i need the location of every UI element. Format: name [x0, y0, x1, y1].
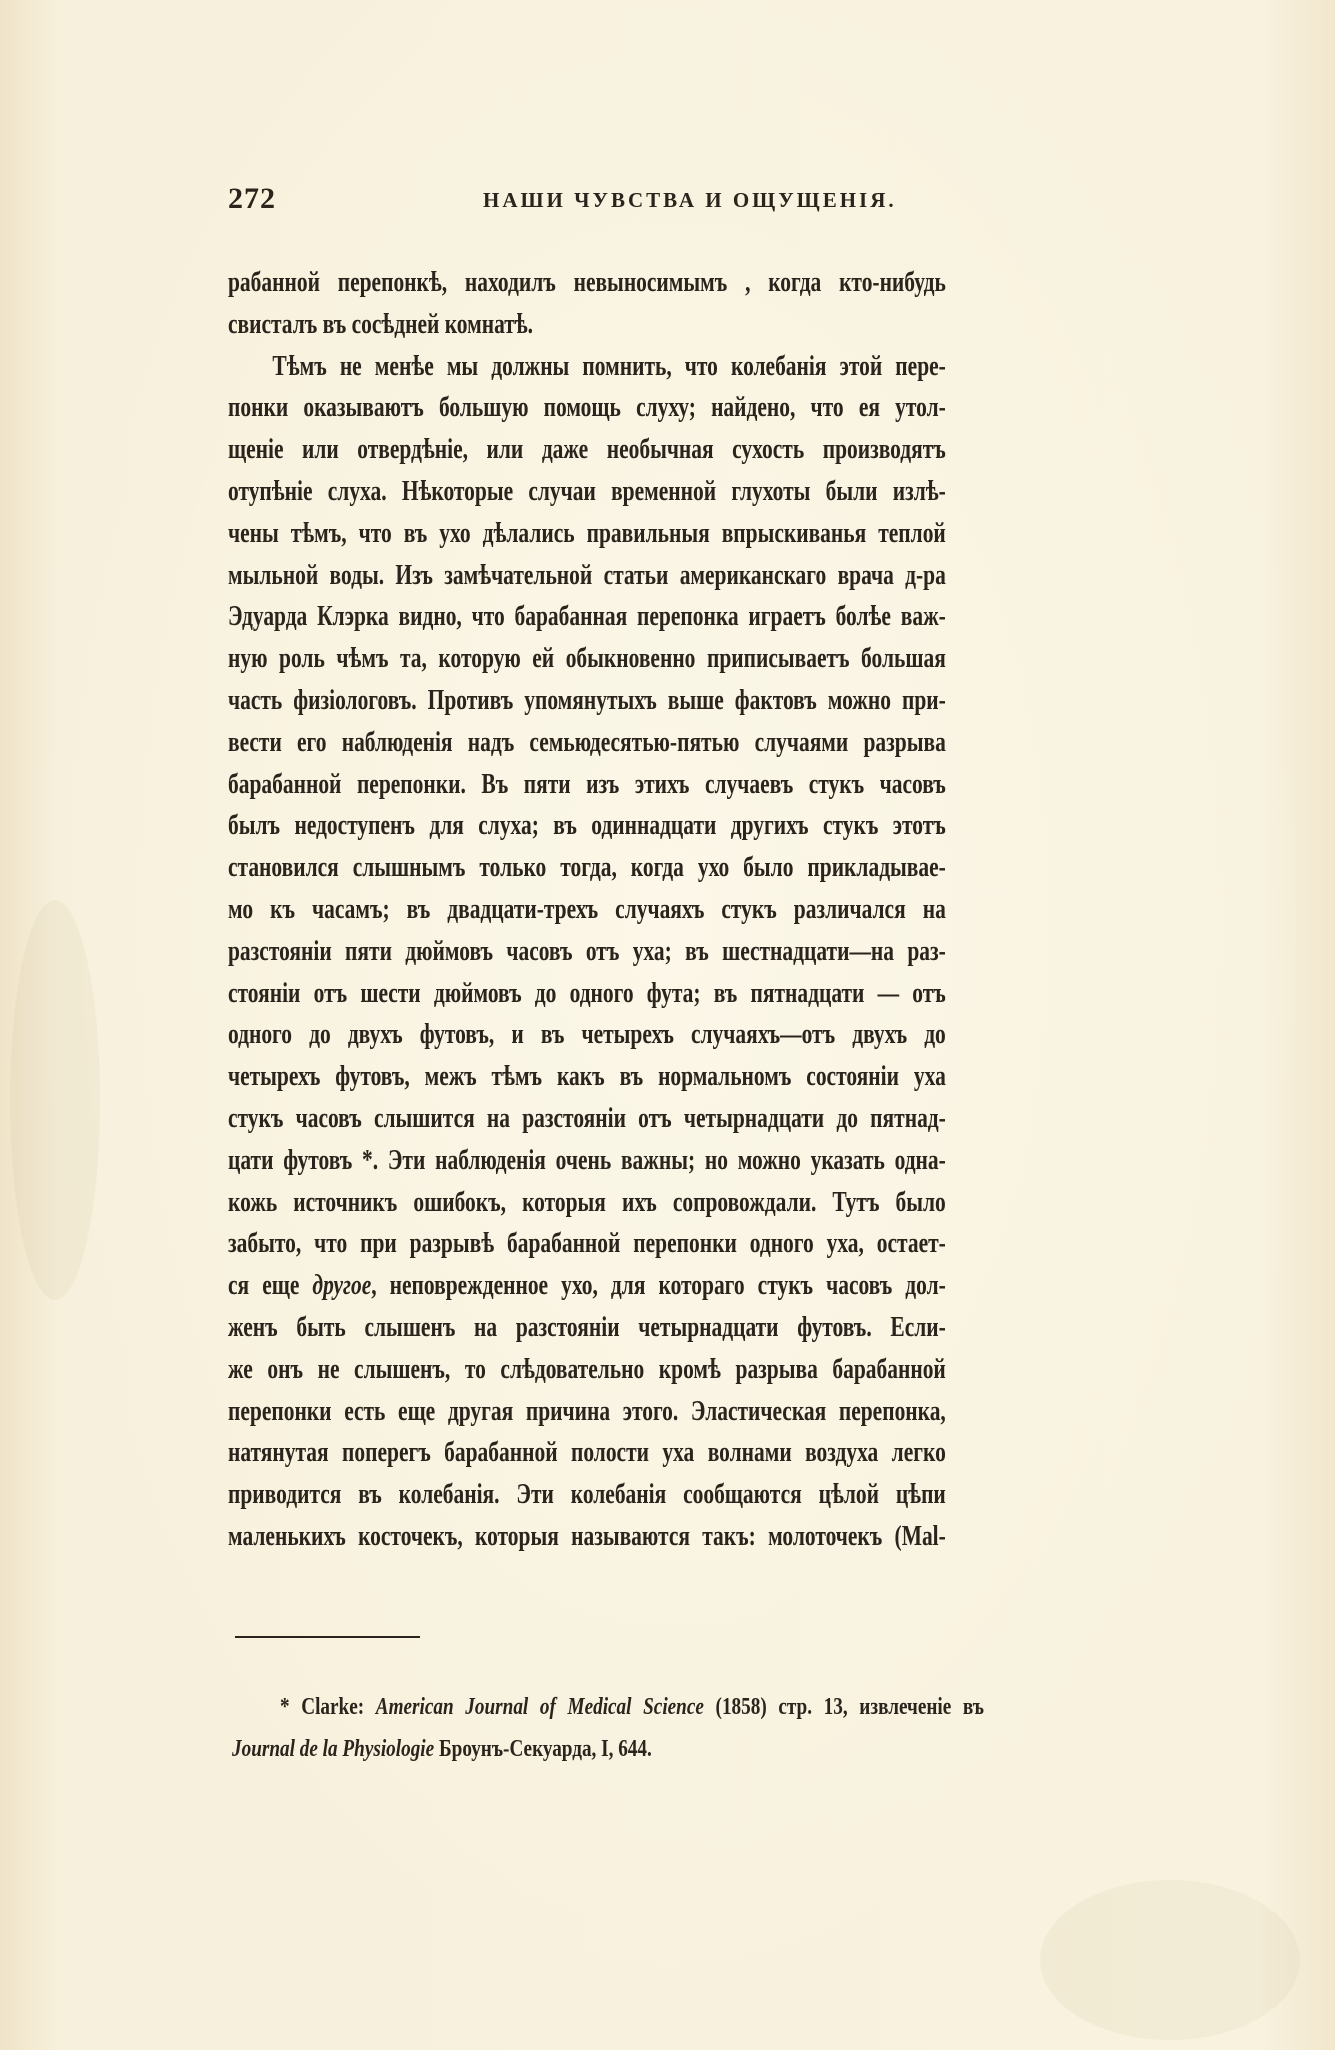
text-line: же онъ не слышенъ, то слѣдовательно кромѣ разрыва барабанной [228, 1352, 946, 1385]
paper-stain [10, 900, 100, 1300]
text-line: свисталъ въ сосѣдней комнатѣ. [228, 307, 534, 340]
text-line: понки оказываютъ большую помощь слуху; найдено, что ея утол- [228, 391, 946, 424]
text-line: часть физіологовъ. Противъ упомянутыхъ выше фактовъ можно при- [228, 683, 946, 716]
footnote-line [232, 1728, 984, 1770]
paper-stain [1040, 1880, 1300, 2040]
text-line: маленькихъ косточекъ, которыя называются такъ: молоточекъ (Mal- [228, 1519, 946, 1552]
text-line: барабанной перепонки. Въ пяти изъ этихъ случаевъ стукъ часовъ [228, 767, 946, 800]
text-line: мыльной воды. Изъ замѣчательной статьи американскаго врача д-ра [228, 558, 946, 591]
footnote [232, 1686, 984, 1770]
text-line: перепонки есть еще другая причина этого. Эластическая перепонка, [228, 1394, 946, 1427]
text-line: Тѣмъ не менѣе мы должны помнить, что колебанія этой пере- [272, 349, 946, 382]
page-header [228, 182, 946, 222]
text-fragment: , неповрежденное ухо, для котораго стукъ часовъ дол- [371, 1269, 946, 1302]
journal-title: Journal de la Physiologie [232, 1736, 435, 1762]
page-number: 272 [228, 182, 276, 215]
text-line: чены тѣмъ, что въ ухо дѣлались правильныя впрыскиванья теплой [228, 516, 946, 549]
text-line: цати футовъ *. Эти наблюденія очень важны; но можно указать одна- [228, 1143, 946, 1176]
footnote-suffix: Броунъ-Секуарда, I, 644. [434, 1736, 652, 1762]
text-line: отупѣніе слуха. Нѣкоторые случаи временной глухоты были излѣ- [228, 474, 946, 507]
text-line: былъ недоступенъ для слуха; въ одиннадцати другихъ стукъ этотъ [228, 809, 946, 842]
text-line: вести его наблюденія надъ семьюдесятью-пятью случаями разрыва [228, 725, 946, 758]
text-line: ную роль чѣмъ та, которую ей обыкновенно приписываетъ большая [228, 642, 946, 675]
text-line: натянутая поперегъ барабанной полости уха волнами воздуха легко [228, 1436, 946, 1469]
emphasized-word: другое [312, 1269, 372, 1302]
text-line: одного до двухъ футовъ, и въ четырехъ случаяхъ—отъ двухъ до [228, 1018, 946, 1051]
text-line: Эдуарда Клэрка видно, что барабанная перепонка играетъ болѣе важ- [228, 600, 946, 633]
text-line: щеніе или отвердѣніе, или даже необычная сухость производятъ [228, 433, 946, 466]
text-line: женъ быть слышенъ на разстояніи четырнадцати футовъ. Если- [228, 1310, 946, 1343]
text-line: стукъ часовъ слышится на разстояніи отъ четырнадцати до пятнад- [228, 1101, 946, 1134]
text-line: кожь источникъ ошибокъ, которыя ихъ сопровождали. Тутъ было [228, 1185, 946, 1218]
footnote-line [280, 1686, 984, 1728]
text-line: разстояніи пяти дюймовъ часовъ отъ уха; въ шестнадцати—на раз- [228, 934, 946, 967]
text-line: мо къ часамъ; въ двадцати-трехъ случаяхъ стукъ различался на [228, 892, 946, 925]
running-title: НАШИ ЧУВСТВА И ОЩУЩЕНІЯ. [483, 188, 897, 212]
text-fragment: ся еще [228, 1269, 313, 1302]
text-line: стояніи отъ шести дюймовъ до одного фута; въ пятнадцати — отъ [228, 976, 946, 1009]
text-line: становился слышнымъ только тогда, когда ухо было прикладывае- [228, 851, 946, 884]
footnote-divider [235, 1636, 420, 1638]
body-text [228, 262, 946, 1558]
footnote-middle: (1858) стр. 13, извлеченіе въ [703, 1694, 984, 1720]
text-line: рабанной перепонкѣ, находилъ невыносимымъ , когда кто-нибудь [228, 266, 946, 298]
text-line: забыто, что при разрывѣ барабанной перепонки одного уха, остает- [228, 1227, 946, 1260]
journal-title: American Journal of Medical Science [375, 1694, 704, 1720]
text-line: четырехъ футовъ, межъ тѣмъ какъ въ нормальномъ состояніи уха [228, 1060, 946, 1093]
text-line: приводится въ колебанія. Эти колебанія сообщаются цѣлой цѣпи [228, 1478, 946, 1511]
footnote-prefix: * Clarke: [280, 1694, 376, 1720]
text-line [228, 1265, 946, 1307]
